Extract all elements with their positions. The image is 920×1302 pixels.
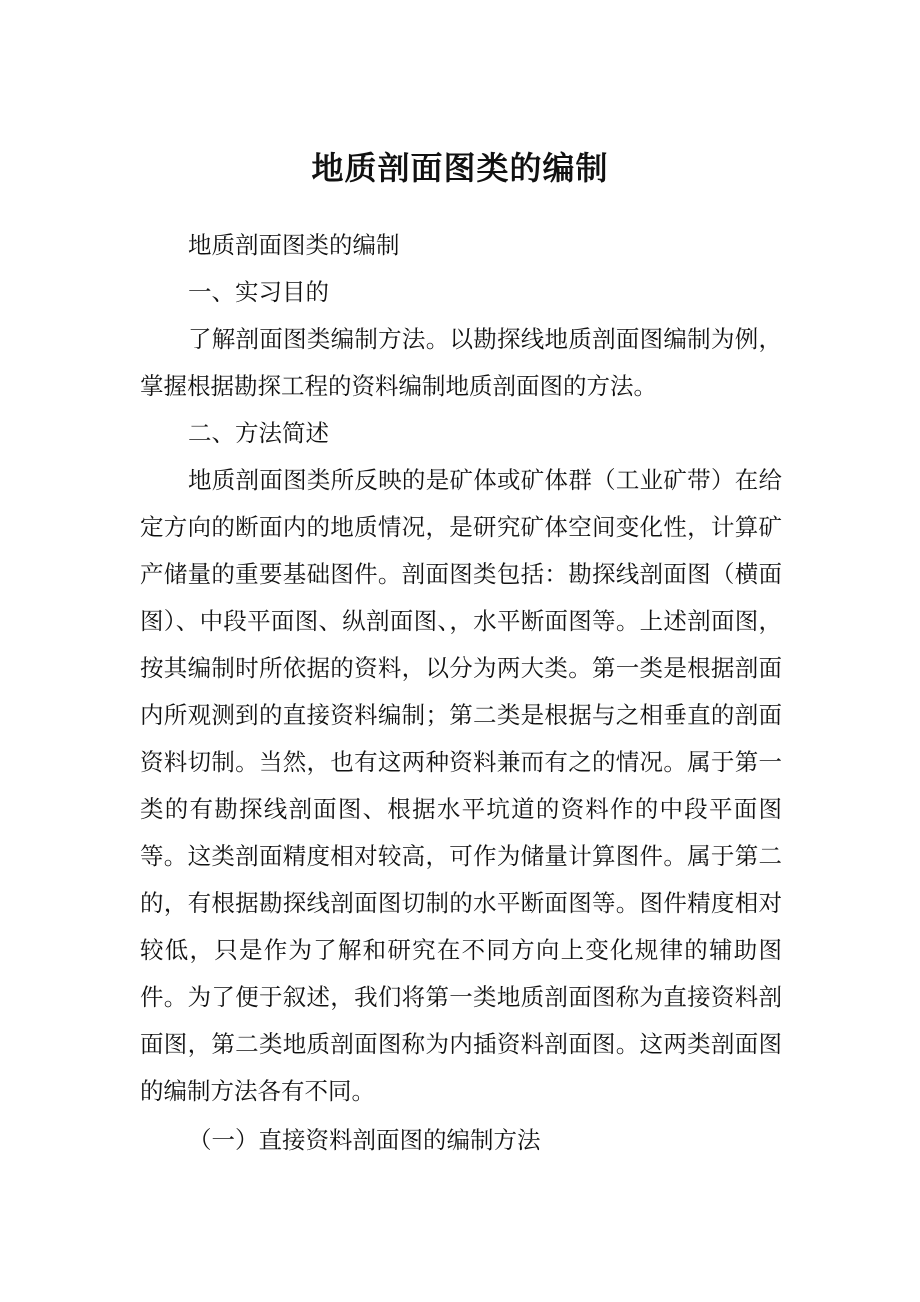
paragraph-subtitle: 地质剖面图类的编制 bbox=[188, 231, 400, 259]
subsection-heading-direct: （一）直接资料剖面图的编制方法 bbox=[188, 1126, 541, 1154]
paragraph-purpose: 了解剖面图类编制方法。以勘探线地质剖面图编制为例，掌握根据勘探工程的资料编制地质剖面图的方法。 bbox=[140, 325, 782, 400]
document-title: 地质剖面图类的编制 bbox=[311, 149, 609, 187]
section-heading-method: 二、方法简述 bbox=[188, 419, 329, 447]
section-heading-purpose: 一、实习目的 bbox=[188, 278, 329, 306]
paragraph-method: 地质剖面图类所反映的是矿体或矿体群（工业矿带）在给定方向的断面内的地质情况，是研究矿体空间变化性，计算矿产储量的重要基础图件。剖面图类包括：勘探线剖面图（横面图）、中段平面图、纵剖面图、，水平断面图等。上述剖面图，按其编制时所依据的资料，以分为两大类。第一类是根据剖面内所观测到的直接资料编制；第二类是根据与之相垂直的剖面资料切制。当然，也有这两种资料兼而有之的情况。属于第一类的有勘探线剖面图、根据水平坑道的资料作的中段平面图等。这类剖面精度相对较高，可作为储量计算图件。属于第二的，有根据勘探线剖面图切制的水平断面图等。图件精度相对较低，只是作为了解和研究在不同方向上变化规律的辅助图件。为了便于叙述，我们将第一类地质剖面图称为直接资料剖面图，第二类地质剖面图称为内插资料剖面图。这两类剖面图的编制方法各有不同。 bbox=[140, 466, 782, 1105]
document-body bbox=[140, 222, 782, 1164]
